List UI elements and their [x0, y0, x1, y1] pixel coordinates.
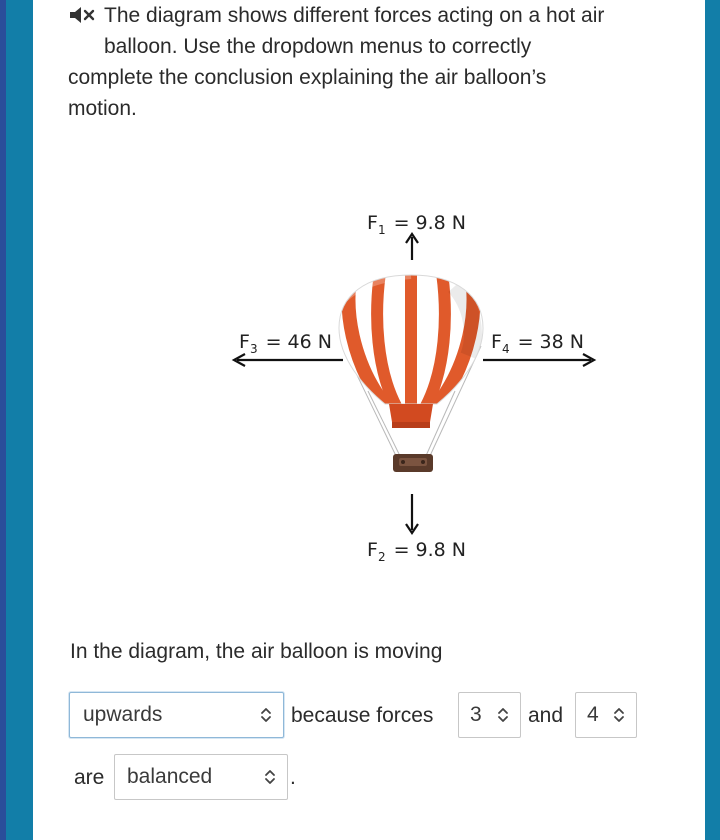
up-down-chevron-icon	[496, 706, 510, 724]
force-b-dropdown[interactable]	[575, 692, 637, 738]
balance-state-dropdown[interactable]	[114, 754, 288, 800]
svg-text:F2= 9.8 N: $F_2 = 9.8$ N	[367, 539, 467, 564]
force-arrow-f4	[483, 354, 594, 366]
balance-state-dropdown-value: balanced	[127, 765, 213, 788]
force-a-dropdown[interactable]	[458, 692, 521, 738]
direction-dropdown-value: upwards	[83, 703, 163, 726]
question-text-line-2: balloon. Use the dropdown menus to correctly	[104, 35, 532, 58]
question-card	[33, 0, 705, 840]
force-diagram	[193, 196, 613, 576]
question-text-line-1: The diagram shows different forces acting on a hot air	[104, 4, 605, 27]
up-down-chevron-icon	[259, 706, 273, 724]
svg-text:F1= 9.8 N: $F_1 = 9.8$ N	[367, 212, 467, 237]
left-frame-stripe	[0, 0, 6, 840]
up-down-chevron-icon	[612, 706, 626, 724]
up-down-chevron-icon	[263, 768, 277, 786]
force-label-f3	[239, 331, 332, 356]
svg-text:F4= 38 N: $F_4 = 38$ N	[491, 331, 584, 356]
force-arrow-f2	[406, 494, 418, 533]
conclusion-intro: In the diagram, the air balloon is moving	[70, 640, 443, 663]
question-text-line-4: motion.	[68, 97, 137, 120]
because-forces-text: because forces	[291, 704, 434, 727]
force-arrow-f1	[406, 234, 418, 260]
force-label-f4	[491, 331, 584, 356]
force-label-f1	[367, 212, 466, 237]
speaker-muted-icon[interactable]	[69, 5, 96, 25]
force-a-dropdown-value: 3	[470, 703, 482, 726]
question-text-line-3: complete the conclusion explaining the air balloon’s	[68, 66, 547, 89]
force-b-dropdown-value: 4	[587, 703, 599, 726]
direction-dropdown[interactable]	[69, 692, 284, 738]
hot-air-balloon-image	[339, 266, 483, 472]
period-text: .	[290, 766, 296, 789]
force-label-f2	[367, 539, 466, 564]
svg-text:F3= 46 N: $F_3 = 46$ N	[239, 331, 332, 356]
are-text: are	[74, 766, 105, 789]
question-prompt	[68, 0, 688, 124]
and-text: and	[528, 704, 564, 727]
